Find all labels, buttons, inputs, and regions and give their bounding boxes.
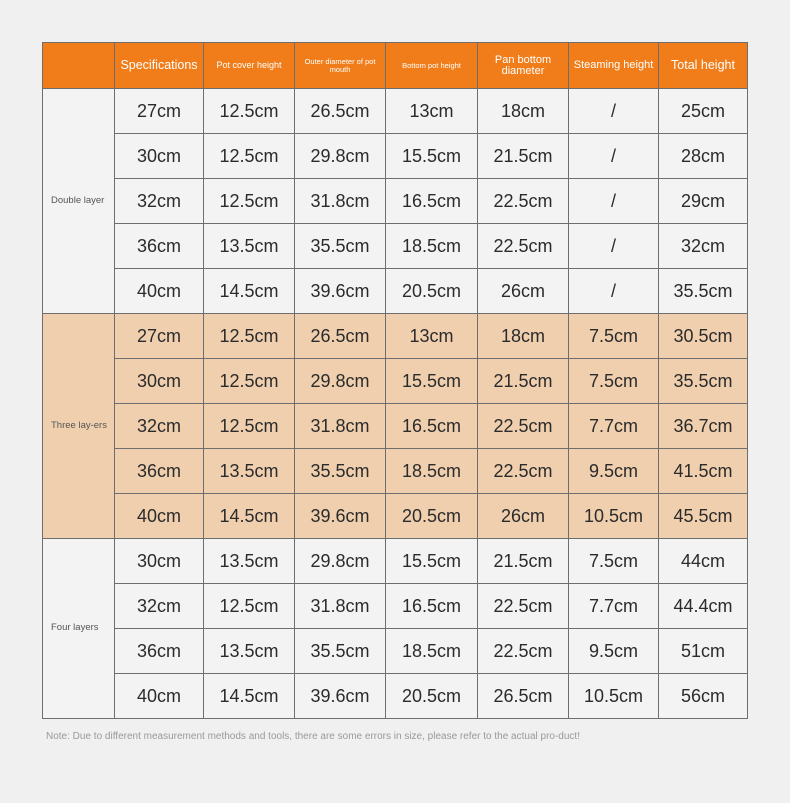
table-cell: 13.5cm xyxy=(204,224,295,269)
table-cell: 27cm xyxy=(115,89,204,134)
table-cell: 13cm xyxy=(386,89,478,134)
table-cell: 16.5cm xyxy=(386,404,478,449)
table-cell: 18cm xyxy=(478,89,569,134)
table-cell: 18.5cm xyxy=(386,629,478,674)
table-cell: 26.5cm xyxy=(295,314,386,359)
table-cell: 51cm xyxy=(659,629,748,674)
table-row xyxy=(43,314,748,359)
table-cell: 40cm xyxy=(115,494,204,539)
table-cell: 20.5cm xyxy=(386,269,478,314)
table-cell: 31.8cm xyxy=(295,584,386,629)
table-cell: 35.5cm xyxy=(659,359,748,404)
table-cell: 12.5cm xyxy=(204,584,295,629)
table-row xyxy=(43,404,748,449)
table-cell: 36cm xyxy=(115,629,204,674)
table-cell: 22.5cm xyxy=(478,629,569,674)
table-row xyxy=(43,134,748,179)
table-cell: 26cm xyxy=(478,494,569,539)
table-cell: 45.5cm xyxy=(659,494,748,539)
group-label-four-layers: Four layers xyxy=(43,539,115,719)
table-cell: 13.5cm xyxy=(204,449,295,494)
table-cell: 31.8cm xyxy=(295,404,386,449)
group-three-layers xyxy=(43,314,748,539)
table-cell: 29cm xyxy=(659,179,748,224)
table-cell: 22.5cm xyxy=(478,584,569,629)
table-cell: 30cm xyxy=(115,359,204,404)
table-cell: 32cm xyxy=(659,224,748,269)
table-cell: 18cm xyxy=(478,314,569,359)
table-cell: 36.7cm xyxy=(659,404,748,449)
table-cell: 20.5cm xyxy=(386,494,478,539)
table-cell: 35.5cm xyxy=(295,449,386,494)
table-cell: 7.7cm xyxy=(569,404,659,449)
table-cell: 15.5cm xyxy=(386,134,478,179)
table-cell: 13.5cm xyxy=(204,629,295,674)
table-cell: 56cm xyxy=(659,674,748,719)
table-cell: 9.5cm xyxy=(569,449,659,494)
table-cell: 35.5cm xyxy=(295,629,386,674)
table-cell: 22.5cm xyxy=(478,449,569,494)
table-cell: 18.5cm xyxy=(386,224,478,269)
table-cell: 32cm xyxy=(115,404,204,449)
table-cell: 9.5cm xyxy=(569,629,659,674)
table-cell: 16.5cm xyxy=(386,584,478,629)
table-cell: 10.5cm xyxy=(569,674,659,719)
table-cell: 29.8cm xyxy=(295,359,386,404)
header-corner xyxy=(43,43,115,89)
table-cell: / xyxy=(569,179,659,224)
header-total-height: Total height xyxy=(659,43,748,89)
group-label-three-layers: Three lay-ers xyxy=(43,314,115,539)
header-bottom-pot-height: Bottom pot height xyxy=(386,43,478,89)
table-cell: 30cm xyxy=(115,539,204,584)
measurement-note: Note: Due to different measurement methods and tools, there are some errors in size, please refer to the actual pro-duct! xyxy=(46,731,580,742)
table-cell: 31.8cm xyxy=(295,179,386,224)
table-cell: 14.5cm xyxy=(204,494,295,539)
table-cell: 26cm xyxy=(478,269,569,314)
header-pan-bottom-diameter: Pan bottom diameter xyxy=(478,43,569,89)
table-cell: / xyxy=(569,134,659,179)
header-outer-diameter: Outer diameter of pot mouth xyxy=(295,43,386,89)
table-cell: / xyxy=(569,89,659,134)
table-cell: 39.6cm xyxy=(295,269,386,314)
table-row xyxy=(43,269,748,314)
table-cell: 16.5cm xyxy=(386,179,478,224)
table-cell: 39.6cm xyxy=(295,494,386,539)
table-cell: 7.5cm xyxy=(569,314,659,359)
table-cell: 20.5cm xyxy=(386,674,478,719)
table-cell: 14.5cm xyxy=(204,269,295,314)
table-cell: 29.8cm xyxy=(295,134,386,179)
group-label-double-layer: Double layer xyxy=(43,89,115,314)
table-cell: 32cm xyxy=(115,179,204,224)
table-cell: 25cm xyxy=(659,89,748,134)
table-cell: 28cm xyxy=(659,134,748,179)
table-cell: 40cm xyxy=(115,674,204,719)
header-steaming-height: Steaming height xyxy=(569,43,659,89)
table-cell: 30cm xyxy=(115,134,204,179)
table-row xyxy=(43,494,748,539)
table-cell: 13cm xyxy=(386,314,478,359)
table-cell: 35.5cm xyxy=(659,269,748,314)
table-row xyxy=(43,359,748,404)
table-row xyxy=(43,179,748,224)
table-cell: 39.6cm xyxy=(295,674,386,719)
table-cell: 7.5cm xyxy=(569,359,659,404)
table-cell: 36cm xyxy=(115,224,204,269)
table-cell: / xyxy=(569,224,659,269)
table-row xyxy=(43,629,748,674)
table-cell: 40cm xyxy=(115,269,204,314)
table-cell: 21.5cm xyxy=(478,359,569,404)
table-cell: 41.5cm xyxy=(659,449,748,494)
table-cell: 13.5cm xyxy=(204,539,295,584)
header-row xyxy=(43,43,748,89)
table-cell: 15.5cm xyxy=(386,539,478,584)
header-pot-cover-height: Pot cover height xyxy=(204,43,295,89)
table-cell: 12.5cm xyxy=(204,404,295,449)
table-cell: 18.5cm xyxy=(386,449,478,494)
table-cell: / xyxy=(569,269,659,314)
table-cell: 26.5cm xyxy=(478,674,569,719)
table-row xyxy=(43,224,748,269)
table-row xyxy=(43,539,748,584)
table-cell: 22.5cm xyxy=(478,224,569,269)
table-cell: 22.5cm xyxy=(478,179,569,224)
table-cell: 27cm xyxy=(115,314,204,359)
table-cell: 21.5cm xyxy=(478,539,569,584)
table-cell: 21.5cm xyxy=(478,134,569,179)
table-cell: 12.5cm xyxy=(204,134,295,179)
table-cell: 12.5cm xyxy=(204,314,295,359)
table-cell: 32cm xyxy=(115,584,204,629)
table-cell: 10.5cm xyxy=(569,494,659,539)
table-cell: 29.8cm xyxy=(295,539,386,584)
table-cell: 30.5cm xyxy=(659,314,748,359)
table-cell: 7.7cm xyxy=(569,584,659,629)
size-spec-table xyxy=(42,42,748,719)
table-cell: 44.4cm xyxy=(659,584,748,629)
table-cell: 44cm xyxy=(659,539,748,584)
header-specifications: Specifications xyxy=(115,43,204,89)
table-cell: 12.5cm xyxy=(204,89,295,134)
table-row xyxy=(43,449,748,494)
table-cell: 15.5cm xyxy=(386,359,478,404)
table-cell: 12.5cm xyxy=(204,359,295,404)
table-row xyxy=(43,89,748,134)
table-cell: 22.5cm xyxy=(478,404,569,449)
table-cell: 36cm xyxy=(115,449,204,494)
table-row xyxy=(43,674,748,719)
table-cell: 26.5cm xyxy=(295,89,386,134)
group-double-layer xyxy=(43,89,748,314)
table-cell: 14.5cm xyxy=(204,674,295,719)
group-four-layers xyxy=(43,539,748,719)
table-cell: 7.5cm xyxy=(569,539,659,584)
table-cell: 35.5cm xyxy=(295,224,386,269)
table-row xyxy=(43,584,748,629)
table-cell: 12.5cm xyxy=(204,179,295,224)
